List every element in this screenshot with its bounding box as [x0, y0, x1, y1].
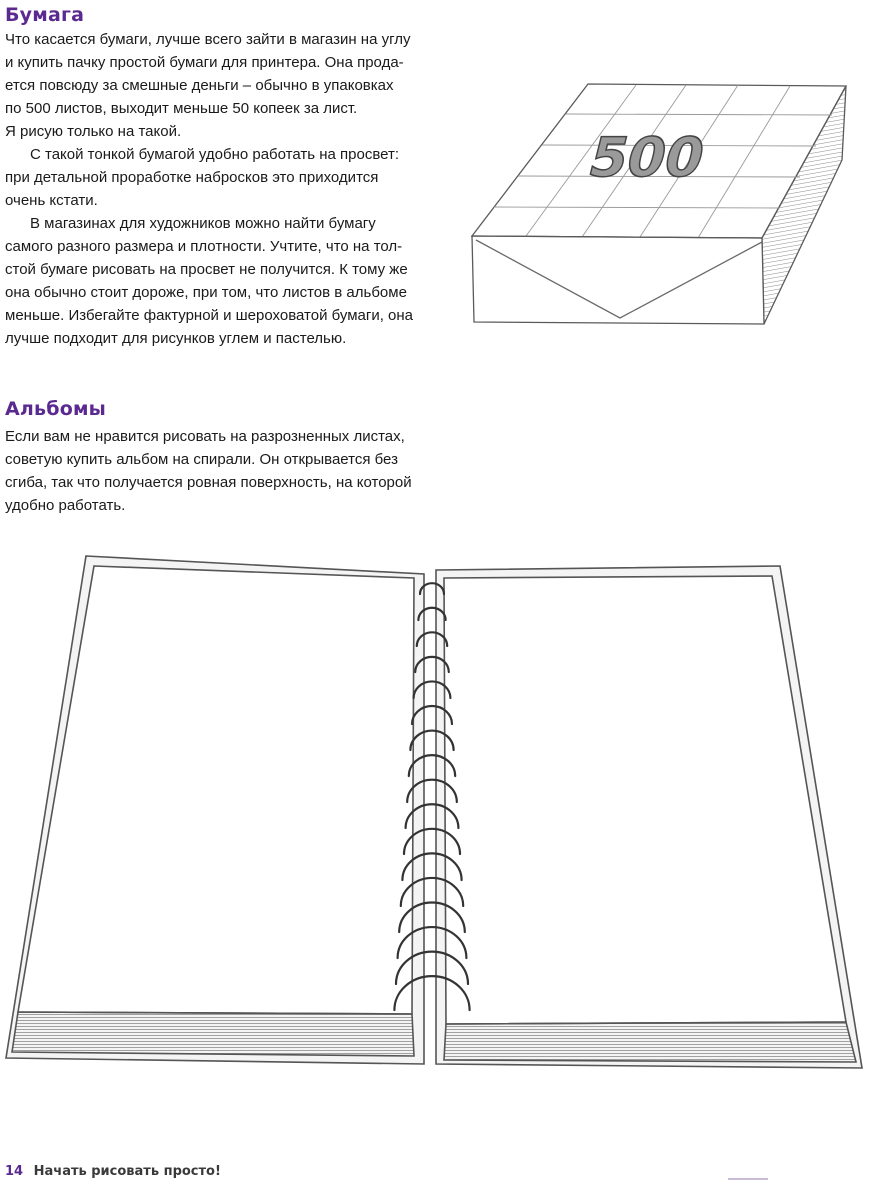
text-line: очень кстати. [5, 192, 98, 209]
text-line: Я рисую только на такой. [5, 123, 182, 140]
ream-number-500: 500 [582, 125, 711, 189]
paper-paragraph [5, 212, 413, 350]
text-line: меньше. Избегайте фактурной и шероховатой бумаги, она [5, 307, 414, 324]
page-footer [5, 1164, 221, 1179]
heading-paper: Бумага [5, 4, 85, 26]
spiral-album-illustration [0, 548, 874, 1078]
paper-paragraph [5, 143, 413, 212]
text-line: сгиба, так что получается ровная поверхность, на которой [5, 474, 412, 491]
book-title: Начать рисовать просто! [33, 1164, 221, 1179]
albums-paragraph [5, 425, 412, 517]
text-line: Если вам не нравится рисовать на разрозненных листах, [5, 428, 405, 445]
text-line: удобно работать. [5, 497, 126, 514]
text-line: и купить пачку простой бумаги для принтера. Она прода- [5, 54, 404, 71]
paper-ream-illustration [466, 80, 850, 330]
text-line: стой бумаге рисовать на просвет не получится. К тому же [5, 261, 408, 278]
paper-text [5, 28, 413, 350]
footer-mark [728, 1178, 768, 1180]
text-line: по 500 листов, выходит меньше 50 копеек за лист. [5, 100, 358, 117]
text-line: Что касается бумаги, лучше всего зайти в магазин на углу [5, 31, 411, 48]
text-line: самого разного размера и плотности. Учтите, что на тол- [5, 238, 403, 255]
text-line: советую купить альбом на спирали. Он открывается без [5, 451, 398, 468]
albums-text [5, 425, 412, 517]
text-line: лучше подходит для рисунков углем и пастелью. [5, 330, 347, 347]
text-line: она обычно стоит дороже, при том, что листов в альбоме [5, 284, 407, 301]
text-line: В магазинах для художников можно найти бумагу [30, 215, 376, 232]
page-number: 14 [5, 1164, 24, 1179]
paper-paragraph [5, 28, 413, 143]
text-line: ется повсюду за смешные деньги – обычно в упаковках [5, 77, 394, 94]
text-line: С такой тонкой бумагой удобно работать на просвет: [30, 146, 400, 163]
heading-albums: Альбомы [5, 398, 107, 420]
text-line: при детальной проработке набросков это приходится [5, 169, 379, 186]
